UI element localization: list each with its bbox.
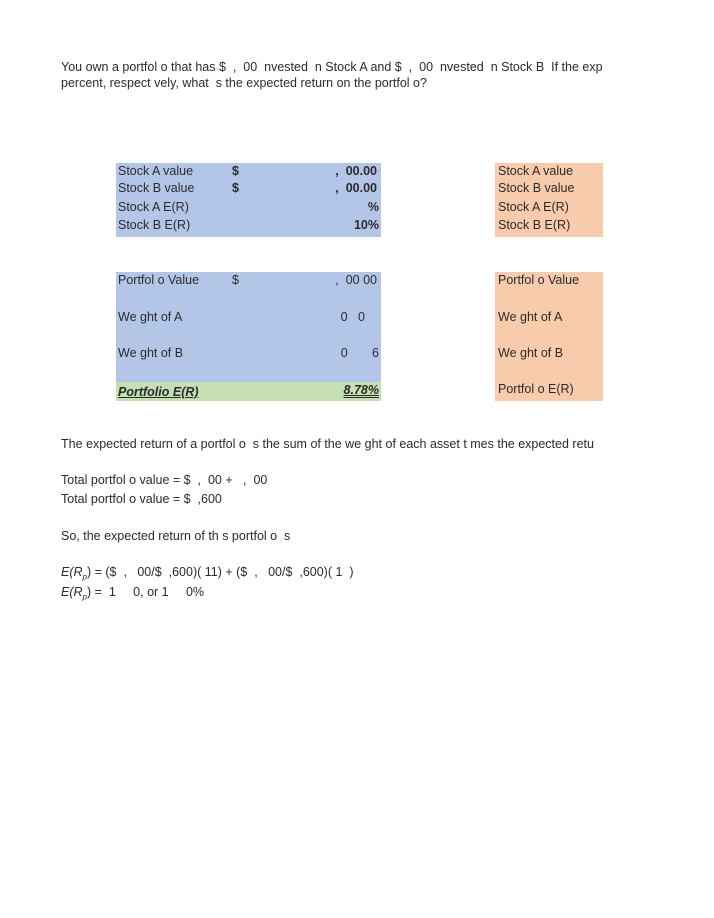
portfolio-value-label: Portfol o Value xyxy=(118,273,200,287)
label-stock-b-value: Stock B value xyxy=(498,181,575,195)
portfolio-value-amount: , 00 00 xyxy=(335,273,377,287)
total-value-line-1: Total portfol o value = $ , 00 + , 00 xyxy=(61,473,268,487)
stock-b-value-label: Stock B value xyxy=(118,181,195,195)
label-weight-a: We ght of A xyxy=(498,310,563,324)
portfolio-er-row xyxy=(116,382,381,401)
formula-line-2 xyxy=(61,584,204,606)
formula-1-prefix: E(R xyxy=(61,565,83,579)
formula-2-prefix: E(R xyxy=(61,585,83,599)
portfolio-er-value: 8.78% xyxy=(343,383,379,397)
results-labels-column xyxy=(495,272,603,401)
formula-line-1 xyxy=(61,564,354,586)
weight-a-label: We ght of A xyxy=(118,310,183,324)
stock-b-value-currency: $ xyxy=(232,181,239,195)
label-portfolio-er: Portfol o E(R) xyxy=(498,382,574,396)
stock-b-value-amount: , 00.00 xyxy=(335,181,377,195)
label-stock-a-value: Stock A value xyxy=(498,164,574,178)
stock-a-er-value: % xyxy=(367,200,379,214)
question-line-1: You own a portfol o that has $ , 00 nvested n Stock A and $ , 00 nvested n Stock B If the exp xyxy=(61,60,603,74)
question-line-2: percent, respect vely, what s the expected return on the portfol o? xyxy=(61,76,427,90)
portfolio-er-label: Portfolio E(R) xyxy=(118,385,199,399)
stock-a-er-label: Stock A E(R) xyxy=(118,200,189,214)
inputs-table xyxy=(116,163,381,237)
weight-b-value: 0 6 xyxy=(340,346,379,360)
stock-a-value-label: Stock A value xyxy=(118,164,194,178)
results-table xyxy=(116,272,381,382)
label-weight-b: We ght of B xyxy=(498,346,564,360)
formula-1-subscript: p xyxy=(82,572,87,582)
portfolio-value-currency: $ xyxy=(232,273,239,287)
expected-return-intro: So, the expected return of th s portfol o s xyxy=(61,529,291,543)
weight-a-value: 0 0 xyxy=(340,310,365,324)
label-portfolio-value: Portfol o Value xyxy=(498,273,580,287)
total-value-line-2: Total portfol o value = $ ,600 xyxy=(61,492,222,506)
stock-a-value-amount: , 00.00 xyxy=(335,164,377,178)
label-stock-a-er: Stock A E(R) xyxy=(498,200,569,214)
stock-b-er-label: Stock B E(R) xyxy=(118,218,191,232)
formula-1-rest: ) = ($ , 00/$ ,600)( 11) + ($ , 00/$ ,600)( 1 ) xyxy=(86,565,354,579)
stock-a-value-currency: $ xyxy=(232,164,239,178)
explanation-paragraph: The expected return of a portfol o s the sum of the we ght of each asset t mes the expected retu xyxy=(61,437,594,451)
label-stock-b-er: Stock B E(R) xyxy=(498,218,571,232)
formula-2-subscript: p xyxy=(82,592,87,602)
formula-2-rest: ) = 1 0, or 1 0% xyxy=(86,585,205,599)
stock-b-er-value: 10% xyxy=(353,218,379,232)
weight-b-label: We ght of B xyxy=(118,346,184,360)
inputs-labels-column xyxy=(495,163,603,237)
